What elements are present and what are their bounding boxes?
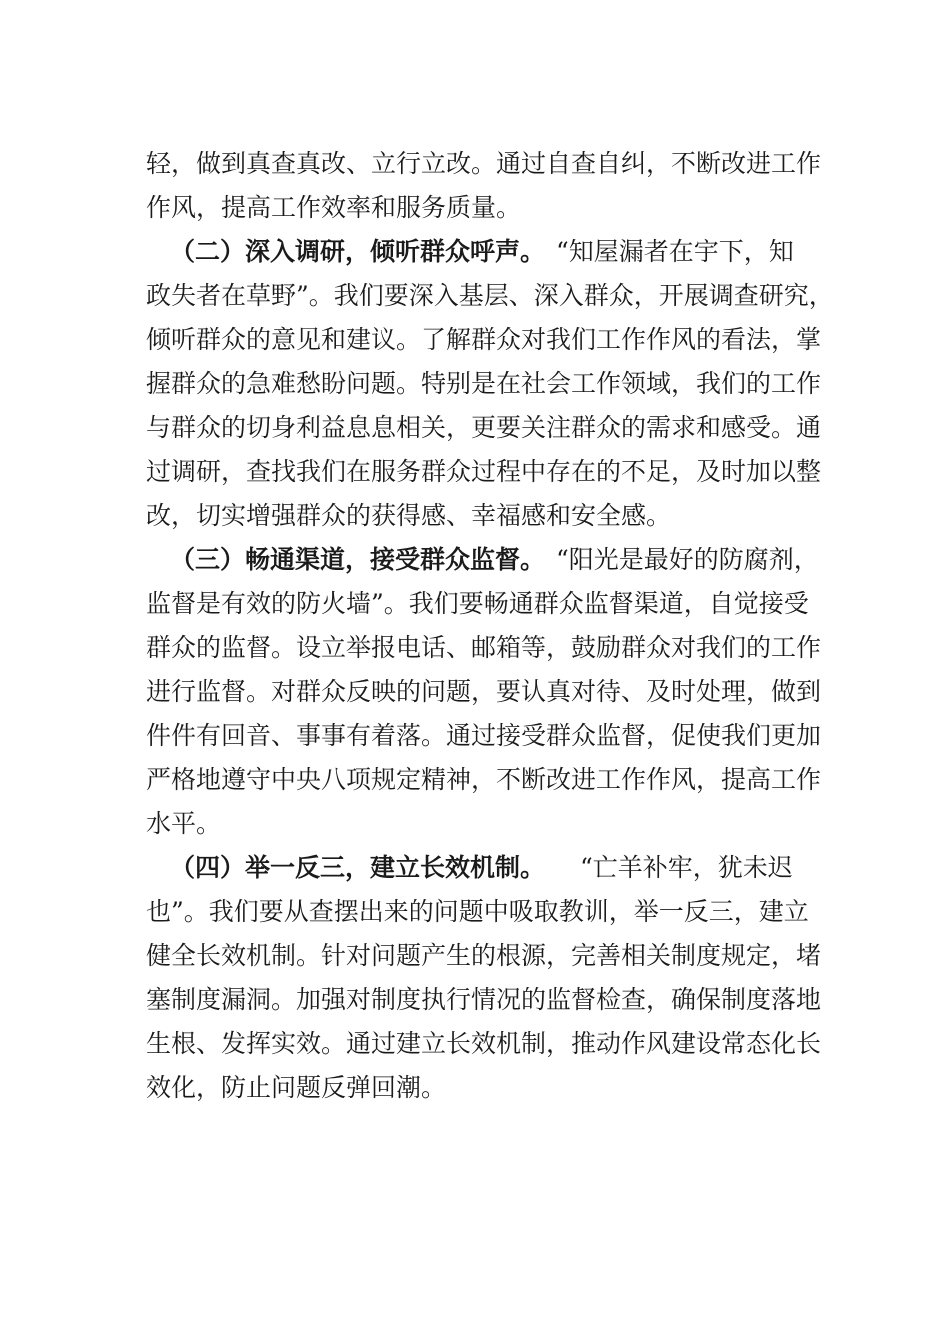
section-2-line-7 bbox=[0, 499, 950, 533]
section-2-line-5 bbox=[0, 411, 950, 445]
section-3-quote-start: “阳光是最好的防腐剂， bbox=[556, 545, 819, 574]
section-2-quote-start: “知屋漏者在宇下，知 bbox=[556, 237, 794, 266]
paragraph-1-line-2 bbox=[0, 191, 950, 225]
section-3-line-3 bbox=[0, 631, 950, 665]
section-4-heading: （四）举一反三，建立长效机制。 bbox=[170, 853, 546, 882]
section-4-line-5 bbox=[0, 1027, 950, 1061]
paragraph-1-line-1 bbox=[0, 147, 950, 181]
text: 也”。我们要从查摆出来的问题中吸取教训，举一反三，建立 bbox=[146, 897, 809, 926]
section-4-line-4 bbox=[0, 983, 950, 1017]
section-4-heading-line bbox=[0, 851, 950, 885]
section-4-quote-start: “亡羊补牢，犹未迟 bbox=[580, 853, 793, 882]
text: 政失者在草野”。我们要深入基层、深入群众，开展调查研究， bbox=[146, 281, 834, 310]
section-4-line-2 bbox=[0, 895, 950, 929]
text: 严格地遵守中央八项规定精神，不断改进工作作风，提高工作 bbox=[146, 765, 822, 794]
text: 与群众的切身利益息息相关，更要关注群众的需求和感受。通 bbox=[146, 413, 822, 442]
section-3-line-4 bbox=[0, 675, 950, 709]
section-3-line-6 bbox=[0, 763, 950, 797]
text: 进行监督。对群众反映的问题，要认真对待、及时处理，做到 bbox=[146, 677, 822, 706]
section-2-heading-line bbox=[0, 235, 950, 269]
text: 握群众的急难愁盼问题。特别是在社会工作领域，我们的工作 bbox=[146, 369, 822, 398]
section-3-line-5 bbox=[0, 719, 950, 753]
text: 群众的监督。设立举报电话、邮箱等，鼓励群众对我们的工作 bbox=[146, 633, 822, 662]
section-2-line-4 bbox=[0, 367, 950, 401]
section-4-line-3 bbox=[0, 939, 950, 973]
section-2-line-2 bbox=[0, 279, 950, 313]
text: 效化，防止问题反弹回潮。 bbox=[146, 1073, 447, 1102]
text: 改，切实增强群众的获得感、幸福感和安全感。 bbox=[146, 501, 672, 530]
text: 水平。 bbox=[146, 809, 222, 838]
section-3-line-2 bbox=[0, 587, 950, 621]
section-2-line-3 bbox=[0, 323, 950, 357]
text: 倾听群众的意见和建议。了解群众对我们工作作风的看法，掌 bbox=[146, 325, 822, 354]
text: 轻，做到真查真改、立行立改。通过自查自纠，不断改进工作 bbox=[146, 149, 822, 178]
text: 健全长效机制。针对问题产生的根源，完善相关制度规定，堵 bbox=[146, 941, 822, 970]
section-2-heading: （二）深入调研，倾听群众呼声。 bbox=[170, 237, 546, 266]
text: 监督是有效的防火墙”。我们要畅通群众监督渠道，自觉接受 bbox=[146, 589, 809, 618]
section-3-heading: （三）畅通渠道，接受群众监督。 bbox=[170, 545, 546, 574]
section-4-line-6 bbox=[0, 1071, 950, 1105]
text: 过调研，查找我们在服务群众过程中存在的不足，及时加以整 bbox=[146, 457, 822, 486]
text: 件件有回音、事事有着落。通过接受群众监督，促使我们更加 bbox=[146, 721, 822, 750]
section-3-line-7 bbox=[0, 807, 950, 841]
section-2-line-6 bbox=[0, 455, 950, 489]
text: 生根、发挥实效。通过建立长效机制，推动作风建设常态化长 bbox=[146, 1029, 822, 1058]
text: 作风，提高工作效率和服务质量。 bbox=[146, 193, 522, 222]
section-3-heading-line bbox=[0, 543, 950, 577]
text: 塞制度漏洞。加强对制度执行情况的监督检查，确保制度落地 bbox=[146, 985, 822, 1014]
